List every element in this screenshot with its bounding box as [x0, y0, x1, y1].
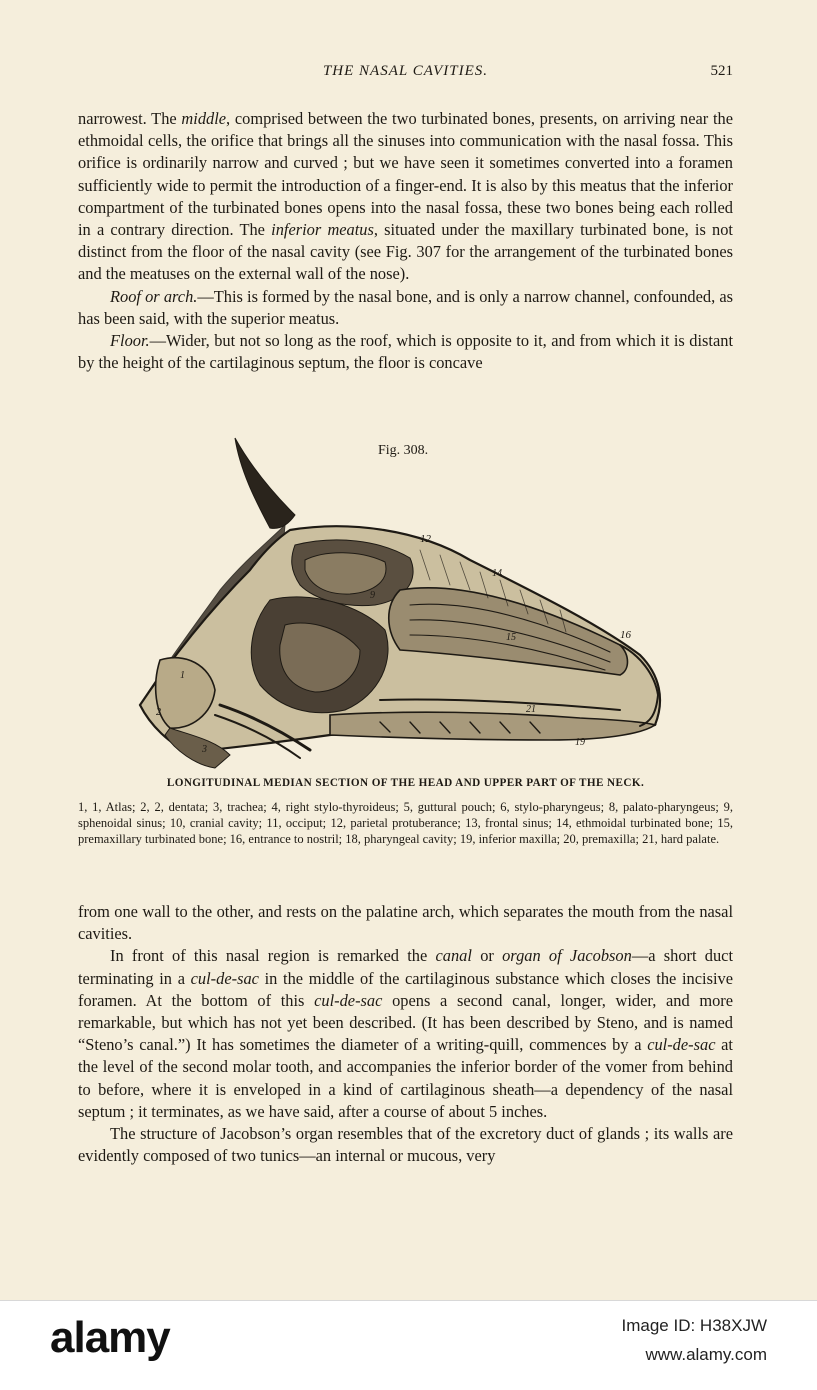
- fig-number-3: 3: [202, 744, 207, 755]
- paragraph-roof: Roof or arch.—This is formed by the nasal bone, and is only a narrow channel, confounded, as has been said, with the superior meatus.: [78, 286, 733, 328]
- fig-number-16: 16: [620, 629, 631, 641]
- figure-legend: [78, 799, 733, 847]
- paragraph-jacobson-organ: In front of this nasal region is remarked the canal or organ of Jacobson—a short duct terminating in a cul-de-sac in the middle of the cartilaginous substance which closes the incisive foramen. At the bottom of this cul-de-sac opens a second canal, longer, wider, and more remarkable, but which has not yet been described. (It has been described by Steno, and is named “Steno’s canal.”) It has sometimes the diameter of a writing-quill, commences by a cul-de-sac at the level of the second molar tooth, and accompanies the inferior border of the vomer from behind to before, where it is enveloped in a kind of cartilaginous sheath—a dependency of the nasal septum ; it terminates, as we have said, after a course of about 5 inches.: [78, 946, 734, 1121]
- fig-number-9: 9: [370, 590, 375, 601]
- figure-caption-title: LONGITUDINAL MEDIAN SECTION OF THE HEAD AND UPPER PART OF THE NECK.: [166, 777, 645, 789]
- site-url: www.alamy.com: [645, 1345, 767, 1364]
- horse-head-section: [140, 438, 660, 768]
- alamy-logo: alamy: [50, 1313, 170, 1362]
- footer-divider: [0, 1300, 817, 1301]
- paragraph-floor: Floor.—Wider, but not so long as the roof, which is opposite to it, and from which it is distant by the height of the cartilaginous septum, the floor is concave: [78, 331, 733, 373]
- running-head: [78, 63, 733, 87]
- paragraph-structure: The structure of Jacobson’s organ resembles that of the excretory duct of glands ; its walls are evidently composed of two tunics—an internal or mucous, very: [78, 1124, 733, 1166]
- page-number: 521: [710, 63, 733, 79]
- image-id: Image ID: H38XJW: [621, 1316, 767, 1335]
- running-title: THE NASAL CAVITIES.: [322, 63, 489, 79]
- paragraph-floor-continued: from one wall to the other, and rests on the palatine arch, which separates the mouth from the nasal cavities.: [78, 902, 733, 944]
- body-text-bottom: [78, 901, 733, 1167]
- body-text-top: [78, 108, 733, 374]
- fig-number-21: 21: [526, 704, 536, 715]
- paragraph-middle-meatus: narrowest. The middle, comprised between the two turbinated bones, presents, on arriving near the ethmoidal cells, the orifice that brings all the sinuses into communication with the nasal fossa. This orifice is ordinarily narrow and curved ; but we have seen it sometimes converted into a foramen sufficiently wide to permit the introduction of a finger-end. It is also by this meatus that the inferior compartment of the turbinated bones opens into the nasal fossa, these two bones being each rolled in a contrary direction. The inferior meatus, situated under the maxillary turbinated bone, is not distinct from the floor of the nasal cavity (see Fig. 307 for the arrangement of the turbinated bones and the meatuses on the external wall of the nose).: [78, 109, 733, 284]
- figure-legend-text: 1, 1, Atlas; 2, 2, dentata; 3, trachea; 4, right stylo-thyroideus; 5, guttural pouch; 6, stylo-pharyngeus; 8, palato-pharyngeus; 9, sphenoidal sinus; 10, cranial cavity; 11, occiput; 12, parietal protuberance; 13, frontal sinus; 14, ethmoidal turbinated bone; 15, premaxillary turbinated bone; 16, entrance to nostril; 18, pharyngeal cavity; 19, inferior maxilla; 20, premaxilla; 21, hard palate.: [78, 800, 733, 846]
- fig-number-19: 19: [575, 737, 585, 748]
- fig-number-2: 2: [156, 707, 161, 718]
- fig-number-1: 1: [180, 670, 185, 681]
- anatomical-illustration: [120, 430, 680, 775]
- fig-number-15: 15: [506, 632, 516, 643]
- fig-number-14: 14: [492, 568, 502, 579]
- figure-label: Fig. 308.: [378, 443, 429, 458]
- fig-number-12: 12: [420, 533, 431, 545]
